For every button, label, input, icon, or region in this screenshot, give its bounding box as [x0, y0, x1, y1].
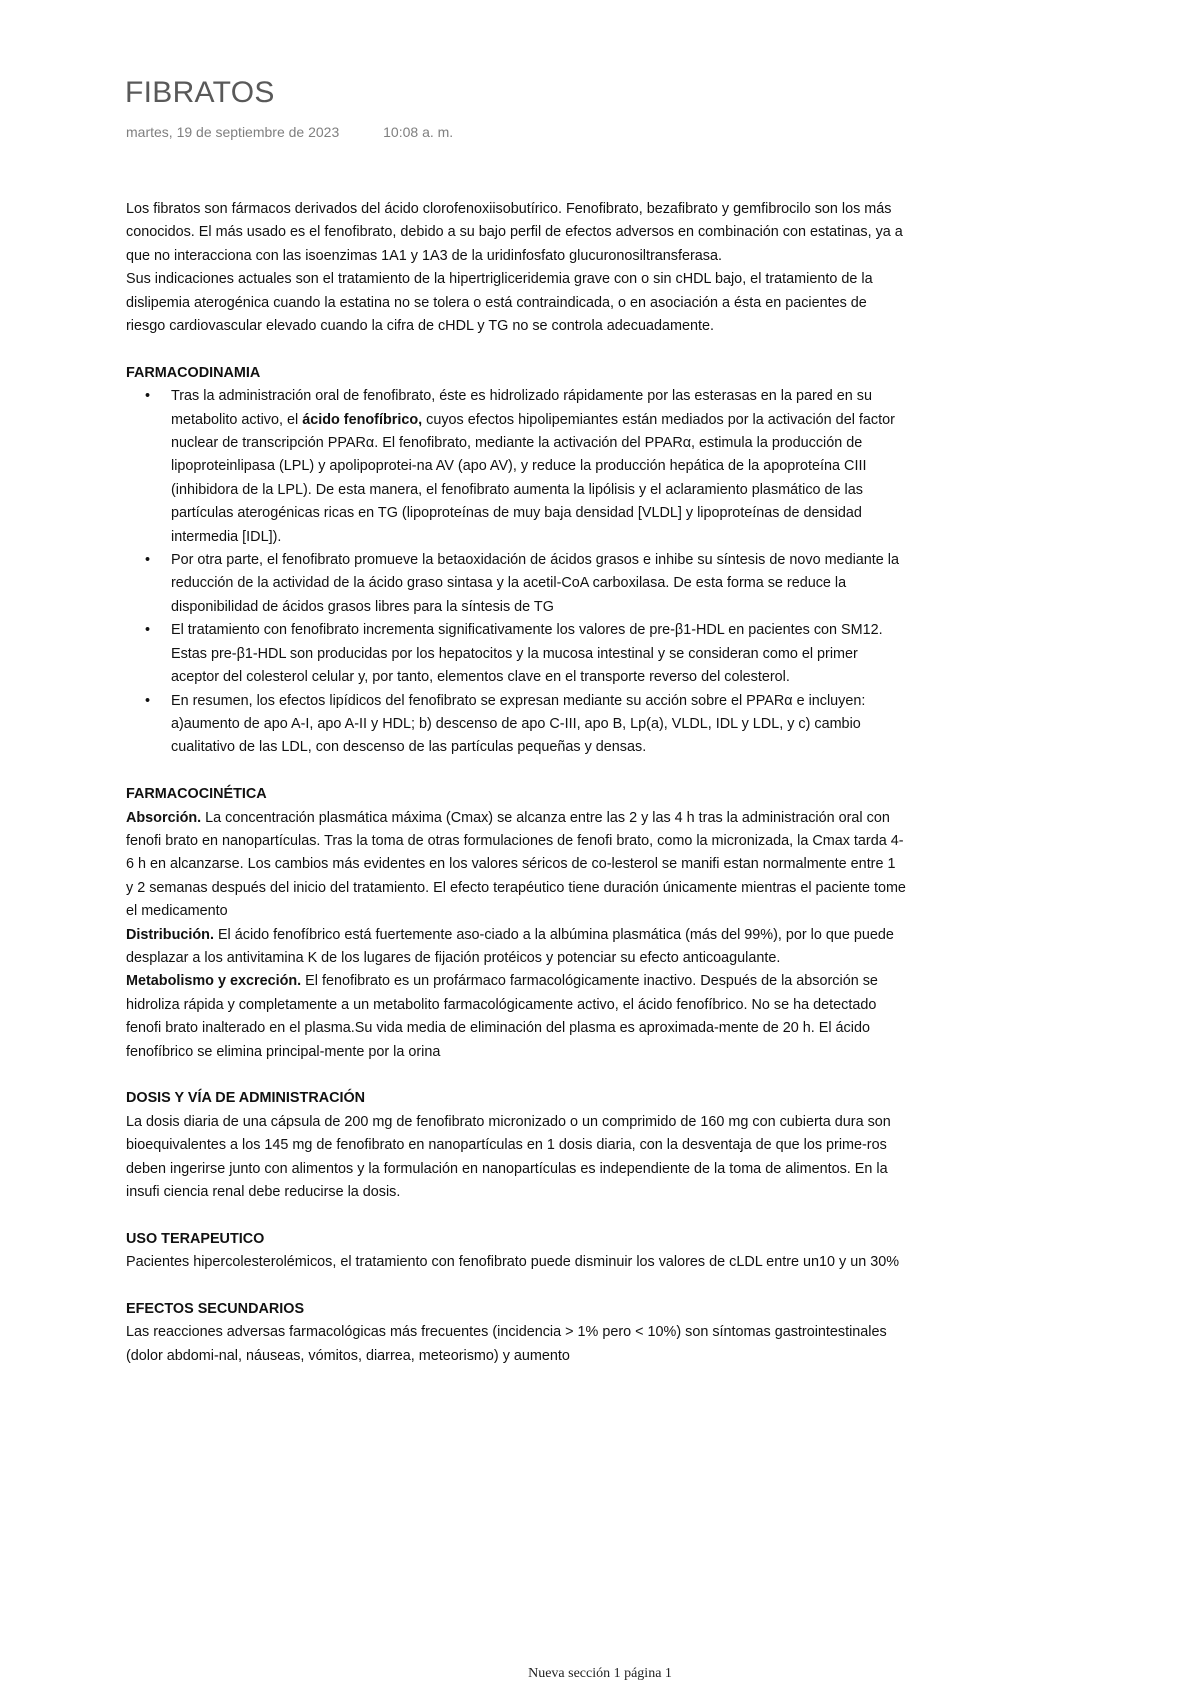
metabolismo-text: El fenofibrato es un profármaco farmacológicamente inactivo. Después de la absorción se hidroliza rápida y completamente a un metabolito farmacológicamente activo, el ácido fenofíbrico. No se ha detectado fenofi brato inalterado en el plasma.Su vida media de eliminación del plasma es aproximada-mente de 20 h. El ácido fenofíbrico se elimina principal-mente por la orina — [126, 973, 878, 1060]
heading-uso-terapeutico: USO TERAPEUTICO — [126, 1230, 265, 1247]
dosis-paragraph: La dosis diaria de una cápsula de 200 mg de fenofibrato micronizado o un comprimido de 160 mg con cubierta dura son bioequivalentes a los 145 mg de fenofibrato en nanopartículas en 1 dosis diaria, con la desventaja de que los prime-ros deben ingerirse junto con alimentos y la formulación en nanopartículas es independiente de la toma de alimentos. En la insufi ciencia renal debe reducirse la dosis. — [126, 1113, 891, 1201]
list-item: • En resumen, los efectos lipídicos del fenofibrato se expresan mediante su acción sobre el PPARα e incluyen: a)aumento de apo A-I, apo A-II y HDL; b) descenso de apo C-III, apo B, Lp(a), VLDL, IDL y LDL, y c) cambio cualitativo de las LDL, con descenso de las partículas pequeñas y densas. — [171, 690, 906, 760]
spacer — [126, 1204, 906, 1227]
heading-efectos-secundarios: EFECTOS SECUNDARIOS — [126, 1301, 305, 1318]
page-time: 10:08 a. m. — [383, 124, 454, 140]
absorcion-text: La concentración plasmática máxima (Cmax) se alcanza entre las 2 y las 4 h tras la administración oral con fenofi brato en nanopartículas. Tras la toma de otras formulaciones de fenofi brato, como la micronizada, la Cmax tarda 4-6 h en alcanzarse. Los cambios más evidentes en los valores séricos de co-lesterol se manifi estan normalmente entre 1 y 2 semanas después del inicio del tratamiento. El efecto terapéutico tiene duración únicamente mientras el paciente tome el medicamento — [126, 809, 906, 920]
list-item — [171, 385, 906, 549]
farmacodinamia-list — [126, 385, 906, 760]
uso-paragraph: Pacientes hipercolesterolémicos, el tratamiento con fenofibrato puede disminuir los valores de cLDL entre un10 y un 30% — [126, 1254, 899, 1271]
spacer — [126, 1064, 906, 1087]
heading-farmacocinetica: FARMACOCINÉTICA — [126, 786, 267, 803]
bullet-bold-term: ácido fenofíbrico, — [302, 411, 423, 428]
bullet-text: Tras la administración oral de fenofibrato, éste es hidrolizado rápidamente por las esterasas en la pared en su metabolito activo, el — [171, 388, 873, 428]
distribucion-paragraph — [126, 924, 906, 971]
distribucion-text: El ácido fenofíbrico está fuertemente aso-ciado a la albúmina plasmática (más del 99%), por lo que puede desplazar a los antivitamina K de los lugares de fijación protéicos y potenciar su efecto anticoagulante. — [126, 926, 894, 966]
page-date: martes, 19 de septiembre de 2023 — [126, 124, 340, 140]
page-title: FIBRATOS — [125, 76, 275, 109]
spacer — [126, 1275, 906, 1298]
page-timestamp — [126, 124, 453, 140]
heading-dosis: DOSIS Y VÍA DE ADMINISTRACIÓN — [126, 1090, 366, 1107]
spacer — [126, 338, 906, 361]
list-item: • Por otra parte, el fenofibrato promueve la betaoxidación de ácidos grasos e inhibe su síntesis de novo mediante la reducción de la actividad de la ácido graso sintasa y la acetil-CoA carboxilasa. De esta forma se reduce la disponibilidad de ácidos grasos libres para la síntesis de TG — [171, 549, 906, 619]
intro-paragraph-1: Los fibratos son fármacos derivados del ácido clorofenoxiisobutírico. Fenofibrato, bezafibrato y gemfibrocilo son los más conocidos. El más usado es el fenofibrato, debido a su bajo perfil de efectos adversos en combinación con estatinas, ya a que no interacciona con las isoenzimas 1A1 y 1A3 de la uridinfosfato glucuronosiltransferasa. — [126, 201, 903, 264]
page-content — [126, 198, 906, 1368]
efectos-paragraph: Las reacciones adversas farmacológicas más frecuentes (incidencia > 1% pero < 10%) son síntomas gastrointestinales (dolor abdomi-nal, náuseas, vómitos, diarrea, meteorismo) y aumento — [126, 1324, 887, 1364]
metabolismo-label: Metabolismo y excreción. — [126, 973, 302, 990]
spacer — [126, 760, 906, 783]
heading-farmacodinamia: FARMACODINAMIA — [126, 364, 261, 381]
intro-paragraph-2: Sus indicaciones actuales son el tratamiento de la hipertrigliceridemia grave con o sin cHDL bajo, el tratamiento de la dislipemia aterogénica cuando la estatina no se tolera o está contraindicada, o en asociación a ésta en pacientes de riesgo cardiovascular elevado cuando la cifra de cHDL y TG no se controla adecuadamente. — [126, 271, 873, 335]
bullet-text: cuyos efectos hipolipemiantes están mediados por la activación del factor nuclear de transcripción PPARα. El fenofibrato, mediante la activación del PPARα, estimula la producción de lipoproteinlipasa (LPL) y apolipoprotei-na AV (apo AV), y reduce la producción hepática de la apoproteína CIII (inhibidora de la LPL). De esta manera, el fenofibrato aumenta la lipólisis y el aclaramiento plasmático de las partículas aterogénicas ricas en TG (lipoproteínas de muy baja densidad [VLDL] y lipoproteínas de densidad intermedia [IDL]). — [171, 411, 895, 545]
absorcion-label: Absorción. — [126, 809, 202, 826]
metabolismo-paragraph — [126, 970, 906, 1064]
page-footer: Nueva sección 1 página 1 — [528, 1666, 672, 1681]
absorcion-paragraph — [126, 807, 906, 924]
list-item: • El tratamiento con fenofibrato incrementa significativamente los valores de pre-β1-HDL en pacientes con SM12. Estas pre-β1-HDL son producidas por los hepatocitos y la mucosa intestinal y se consideran como el primer aceptor del colesterol celular y, por tanto, elementos clave en el transporte reverso del colesterol. — [171, 619, 906, 689]
distribucion-label: Distribución. — [126, 926, 214, 943]
